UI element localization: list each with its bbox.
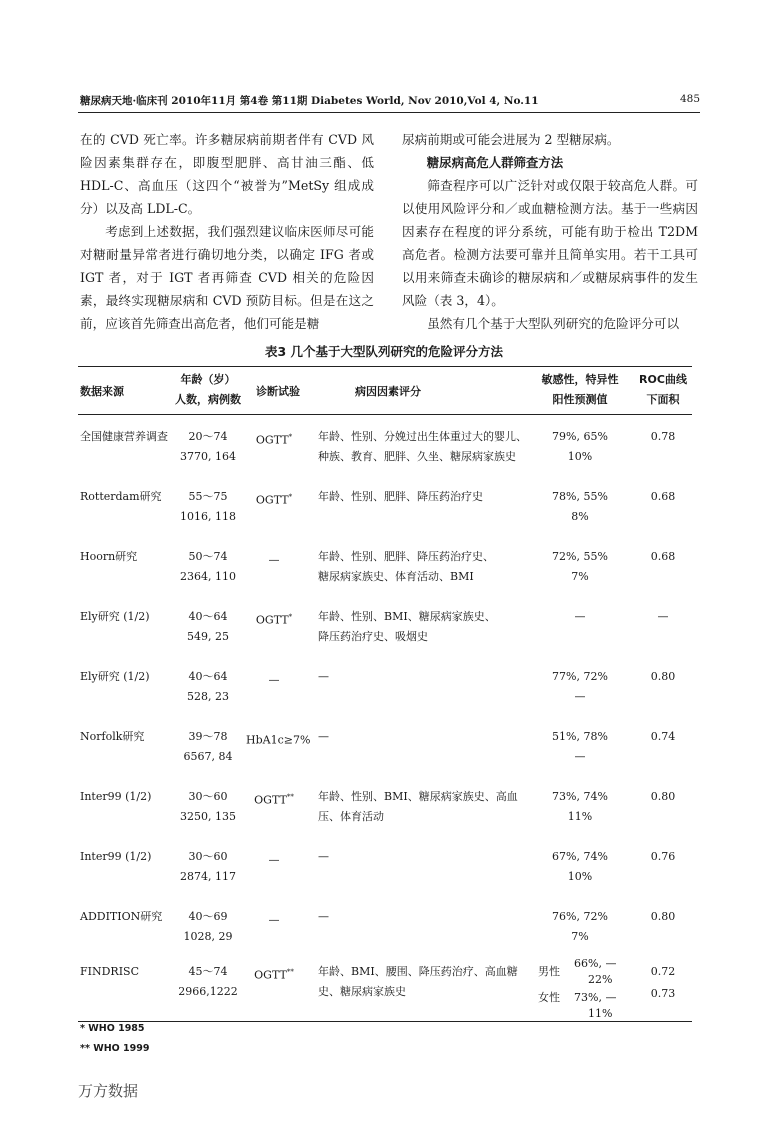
header-source: 数据来源 — [80, 385, 124, 398]
cell-age: 40～69 — [188, 910, 228, 923]
cell-ppv: 7% — [571, 930, 589, 943]
cell-ppv: — — [574, 750, 586, 763]
section-title: 糖尿病高危人群筛查方法 — [426, 155, 564, 170]
page-number: 485 — [679, 93, 700, 105]
left-paragraph-2: 考虑到上述数据，我们强烈建议临床医师尽可能对糖耐量异常者进行确切地分类，以确定 IFG 者或 IGT 者，对于 IGT 者再筛查 CVD 相关的危险因素，最终实现糖尿病和 CVD 预防目标。但是在这之前，应该首先筛查出高危者，他们可能是糖 — [80, 224, 374, 331]
cell-sensitivity: — — [574, 610, 586, 623]
cell-ppv: 11% — [567, 810, 593, 823]
cell-ppv: 7% — [571, 570, 589, 583]
cell-age: 40～64 — [188, 670, 228, 683]
cell-roc: 0.80 — [650, 790, 676, 803]
cell-roc: 0.74 — [650, 730, 676, 743]
header-sensitivity: 敏感性，特异性 阳性预测值 — [541, 373, 619, 406]
running-header — [80, 93, 700, 108]
cell-age: 20～74 — [188, 430, 228, 443]
cell-male-ppv: 22% — [588, 973, 613, 986]
cell-source: ADDITION研究 — [80, 910, 163, 923]
cell-diag: OGTT* — [255, 493, 293, 507]
cell-ppv: 8% — [571, 510, 589, 523]
left-column — [80, 128, 374, 335]
cell-n: 549, 25 — [187, 630, 229, 643]
cell-source: 全国健康营养调查 — [80, 430, 168, 443]
cell-n: 2364, 110 — [180, 570, 236, 583]
cell-sensitivity: 67%, 74% — [552, 850, 608, 863]
cell-factors-1: 年龄、性别、肥胖、降压药治疗史、 — [318, 550, 494, 563]
cell-factors-1: 年龄、BMI、腰围、降压药治疗、高血糖 — [318, 965, 518, 978]
cell-n: 1028, 29 — [183, 930, 233, 943]
cell-roc: 0.68 — [650, 550, 676, 563]
cell-age: 30～60 — [188, 850, 228, 863]
cell-diag: OGTT** — [254, 968, 294, 982]
table-bottom-rule — [78, 1021, 692, 1022]
left-paragraph-1: 在的 CVD 死亡率。许多糖尿病前期者伴有 CVD 风险因素集群存在，即腹型肥胖、高甘油三酯、低 HDL-C、高血压（这四个“被誉为”MetSy 组成成分）以及高 LDL-C。 — [80, 132, 374, 216]
cell-sensitivity: 72%, 55% — [552, 550, 608, 563]
cell-n: 528, 23 — [187, 690, 229, 703]
cell-factors-2: 糖尿病家族史、体育活动、BMI — [318, 570, 474, 583]
right-paragraph-1: 尿病前期或可能会进展为 2 型糖尿病。 — [402, 132, 620, 147]
cell-source: Inter99 (1/2) — [80, 790, 152, 803]
header-rule — [78, 112, 700, 113]
cell-factors-1: 年龄、性别、分娩过出生体重过大的婴儿、 — [318, 430, 527, 443]
cell-female-sens: 73%, — — [574, 991, 617, 1004]
cell-age: 30～60 — [188, 790, 228, 803]
cell-n: 6567, 84 — [183, 750, 233, 763]
right-paragraph-3: 虽然有几个基于大型队列研究的危险评分可以 — [427, 316, 680, 331]
cell-source: Hoorn研究 — [80, 550, 138, 563]
cell-female-label: 女性 — [538, 991, 560, 1004]
cell-sensitivity: 79%, 65% — [552, 430, 608, 443]
cell-roc: — — [657, 610, 669, 623]
cell-age: 50～74 — [188, 550, 228, 563]
cell-male-label: 男性 — [538, 965, 560, 978]
cell-source: Inter99 (1/2) — [80, 850, 152, 863]
cell-source: FINDRISC — [80, 965, 140, 978]
cell-n: 2874, 117 — [180, 870, 236, 883]
cell-roc: 0.68 — [650, 490, 676, 503]
cell-roc: 0.80 — [650, 670, 676, 683]
cell-factors-1: — — [318, 910, 329, 923]
cell-sensitivity: 77%, 72% — [552, 670, 608, 683]
cell-sensitivity: 51%, 78% — [552, 730, 608, 743]
cell-male-sens: 66%, — — [574, 957, 617, 970]
cell-factors-1: 年龄、性别、BMI、糖尿病家族史、 — [318, 610, 496, 623]
cell-factors-1: — — [318, 730, 329, 743]
right-paragraph-2: 筛查程序可以广泛针对或仅限于较高危人群。可以使用风险评分和／或血糖检测方法。基于一些病因因素存在程度的评分系统，可能有助于检出 T2DM 高危者。检测方法要可靠并且简单实用。若干工具可以用来筛查未确诊的糖尿病和／或糖尿病事件的发生风险（表 3，4）。 — [402, 178, 698, 308]
cell-factors-2: 降压药治疗史、吸烟史 — [318, 630, 428, 643]
cell-roc: 0.78 — [650, 430, 676, 443]
cell-female-ppv: 11% — [588, 1007, 613, 1020]
header-factors: 病因因素评分 — [355, 385, 421, 398]
cell-age: 55～75 — [188, 490, 228, 503]
right-column — [402, 128, 698, 335]
cell-age: 39～78 — [188, 730, 228, 743]
cell-n: 1016, 118 — [180, 510, 236, 523]
cell-diag: OGTT* — [255, 433, 293, 447]
table-header-rule — [78, 414, 692, 415]
cell-diag: — — [268, 673, 280, 687]
cell-sensitivity: 76%, 72% — [552, 910, 608, 923]
header-age: 年龄（岁） 人数，病例数 — [175, 373, 241, 406]
cell-sensitivity: 73%, 74% — [552, 790, 608, 803]
cell-roc: 0.76 — [650, 850, 676, 863]
cell-ppv: 10% — [567, 870, 593, 883]
cell-factors-2: 压、体育活动 — [318, 810, 384, 823]
cell-diag: OGTT** — [254, 793, 294, 807]
cell-source: Norfolk研究 — [80, 730, 145, 743]
cell-factors-1: — — [318, 850, 329, 863]
cell-diag: HbA1c≥7% — [246, 733, 311, 747]
cell-n: 3250, 135 — [180, 810, 236, 823]
cell-age: 45～74 — [188, 965, 228, 978]
cell-diag: — — [268, 913, 280, 927]
header-diag: 诊断试验 — [256, 385, 300, 398]
cell-roc: 0.80 — [650, 910, 676, 923]
cell-ppv: — — [574, 690, 586, 703]
header-roc: ROC曲线 下面积 — [639, 373, 687, 406]
cell-sensitivity: 78%, 55% — [552, 490, 608, 503]
footnote-2: ** WHO 1999 — [80, 1043, 150, 1054]
cell-age: 40～64 — [188, 610, 228, 623]
running-title: 糖尿病天地·临床刊 2010年11月 第4卷 第11期 Diabetes World, Nov 2010,Vol 4, No.11 — [80, 95, 539, 107]
cell-roc-male: 0.72 — [650, 965, 676, 978]
table-top-rule — [78, 366, 692, 367]
cell-factors-1: 年龄、性别、肥胖、降压药治疗史 — [318, 490, 483, 503]
cell-factors-2: 种族、教育、肥胖、久坐、糖尿病家族史 — [318, 450, 516, 463]
cell-n: 2966,1222 — [178, 985, 238, 998]
cell-source: Ely研究 (1/2) — [80, 610, 150, 623]
table-caption: 表3 几个基于大型队列研究的危险评分方法 — [264, 344, 504, 359]
cell-factors-1: 年龄、性别、BMI、糖尿病家族史、高血 — [318, 790, 518, 803]
cell-source: Ely研究 (1/2) — [80, 670, 150, 683]
watermark: 万方数据 — [78, 1082, 139, 1100]
cell-factors-1: — — [318, 670, 329, 683]
cell-roc-female: 0.73 — [650, 987, 676, 1000]
cell-n: 3770, 164 — [180, 450, 236, 463]
cell-ppv: 10% — [567, 450, 593, 463]
cell-factors-2: 史、糖尿病家族史 — [318, 985, 406, 998]
cell-source: Rotterdam研究 — [80, 490, 162, 503]
cell-diag: — — [268, 553, 280, 567]
footnote-1: * WHO 1985 — [80, 1023, 145, 1034]
cell-diag: OGTT* — [255, 613, 293, 627]
cell-diag: — — [268, 853, 280, 867]
